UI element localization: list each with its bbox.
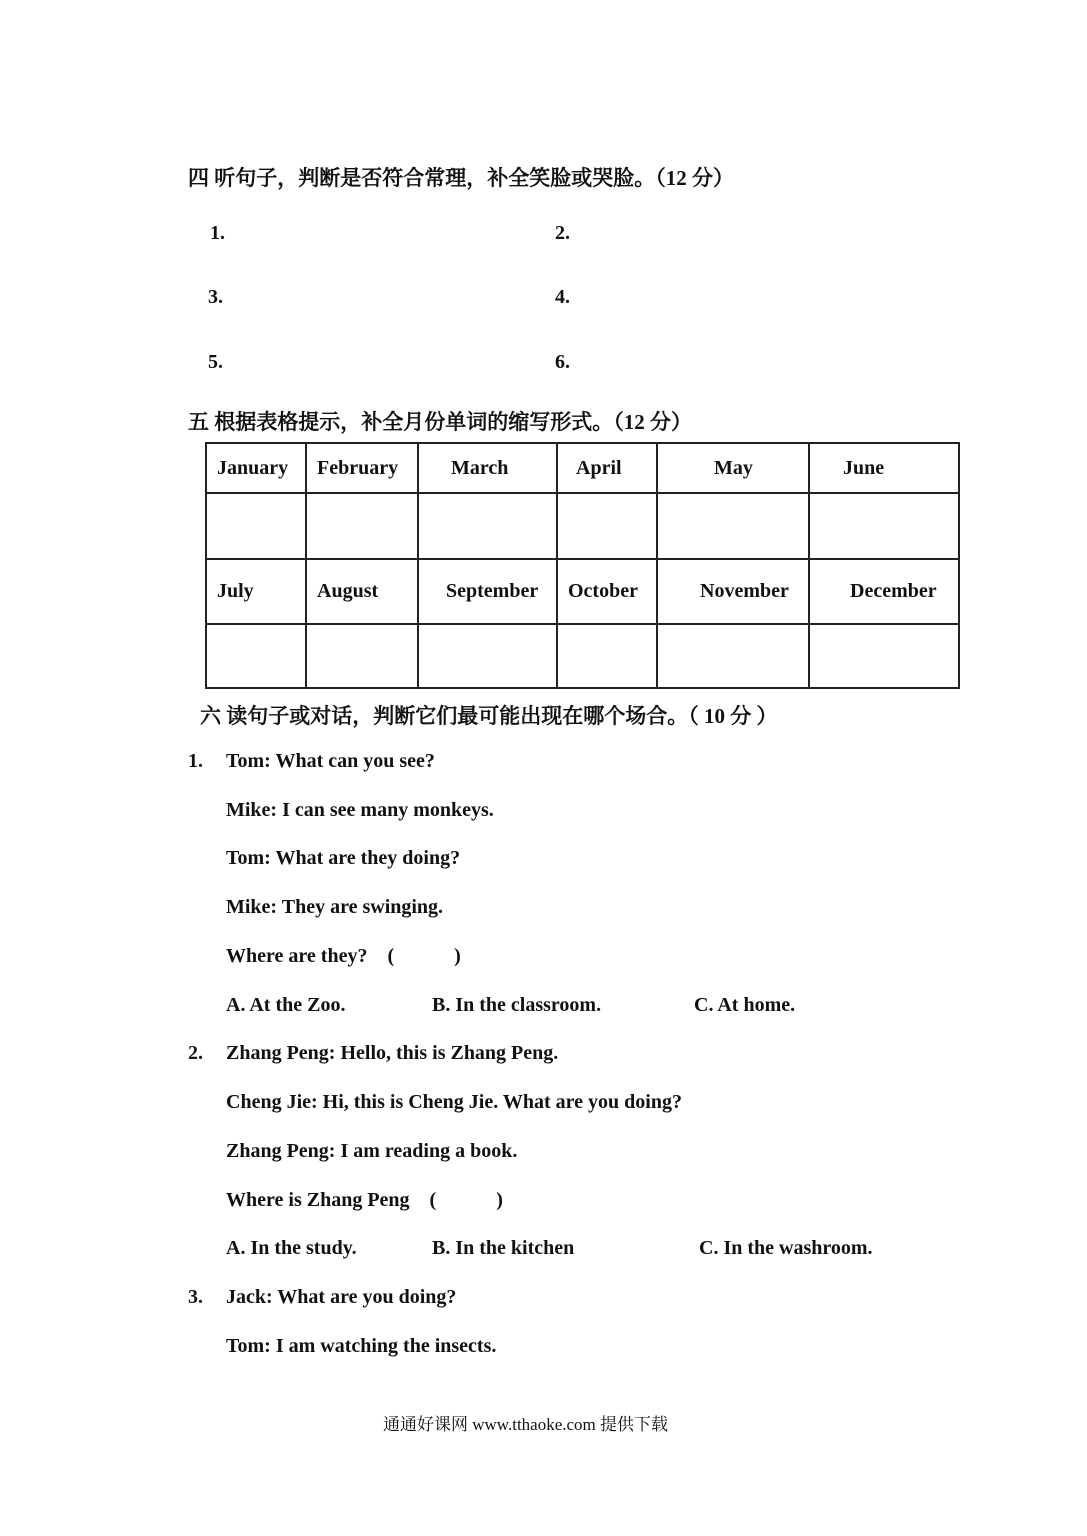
section-4-title: 四 听句子，判断是否符合常理，补全笑脸或哭脸。（12 分）	[188, 166, 734, 190]
month-header-cell: October	[557, 559, 657, 624]
answer-cell[interactable]	[557, 624, 657, 688]
dialogue-line: Mike: I can see many monkeys.	[226, 799, 494, 821]
month-header-cell: March	[418, 443, 557, 493]
dialogue-line: Mike: They are swinging.	[226, 896, 444, 918]
answer-cell[interactable]	[418, 624, 557, 688]
option-a: A. At the Zoo.	[226, 994, 346, 1016]
month-header-cell: May	[657, 443, 809, 493]
question-number: 2.	[188, 1042, 203, 1064]
question-prompt: Where are they? ( )	[226, 945, 461, 967]
option-c: C. At home.	[694, 994, 796, 1016]
answer-cell[interactable]	[809, 624, 959, 688]
months-table	[205, 442, 960, 689]
item-number: 4.	[555, 286, 570, 308]
month-header-cell: January	[206, 443, 306, 493]
month-header-cell: February	[306, 443, 418, 493]
answer-cell[interactable]	[306, 624, 418, 688]
section-6-title: 六 读句子或对话，判断它们最可能出现在哪个场合。（ 10 分 ）	[200, 704, 778, 728]
month-header-cell: December	[809, 559, 959, 624]
question-prompt: Where is Zhang Peng ( )	[226, 1189, 503, 1211]
dialogue-line: Tom: What can you see?	[226, 750, 435, 772]
answer-cell[interactable]	[657, 624, 809, 688]
item-number: 5.	[208, 351, 223, 373]
answer-cell[interactable]	[809, 493, 959, 559]
section-5-title: 五 根据表格提示，补全月份单词的缩写形式。（12 分）	[188, 410, 692, 434]
question-number: 3.	[188, 1286, 203, 1308]
option-b: B. In the kitchen	[432, 1237, 575, 1259]
option-c: C. In the washroom.	[699, 1237, 873, 1259]
month-header-cell: November	[657, 559, 809, 624]
month-header-cell: June	[809, 443, 959, 493]
dialogue-line: Cheng Jie: Hi, this is Cheng Jie. What are you doing?	[226, 1091, 682, 1113]
option-b: B. In the classroom.	[432, 994, 602, 1016]
page-footer: 通通好课网 www.tthaoke.com 提供下载	[383, 1415, 669, 1434]
item-number: 1.	[210, 222, 225, 244]
month-header-cell: September	[418, 559, 557, 624]
item-number: 2.	[555, 222, 570, 244]
dialogue-line: Zhang Peng: I am reading a book.	[226, 1140, 518, 1162]
month-header-cell: April	[557, 443, 657, 493]
option-a: A. In the study.	[226, 1237, 357, 1259]
dialogue-line: Tom: What are they doing?	[226, 847, 461, 869]
dialogue-line: Tom: I am watching the insects.	[226, 1335, 497, 1357]
item-number: 6.	[555, 351, 570, 373]
answer-cell[interactable]	[657, 493, 809, 559]
answer-cell[interactable]	[418, 493, 557, 559]
answer-cell[interactable]	[206, 624, 306, 688]
dialogue-line: Jack: What are you doing?	[226, 1286, 457, 1308]
month-header-cell: July	[206, 559, 306, 624]
dialogue-line: Zhang Peng: Hello, this is Zhang Peng.	[226, 1042, 559, 1064]
answer-cell[interactable]	[306, 493, 418, 559]
answer-cell[interactable]	[206, 493, 306, 559]
month-header-cell: August	[306, 559, 418, 624]
answer-cell[interactable]	[557, 493, 657, 559]
question-number: 1.	[188, 750, 203, 772]
item-number: 3.	[208, 286, 223, 308]
